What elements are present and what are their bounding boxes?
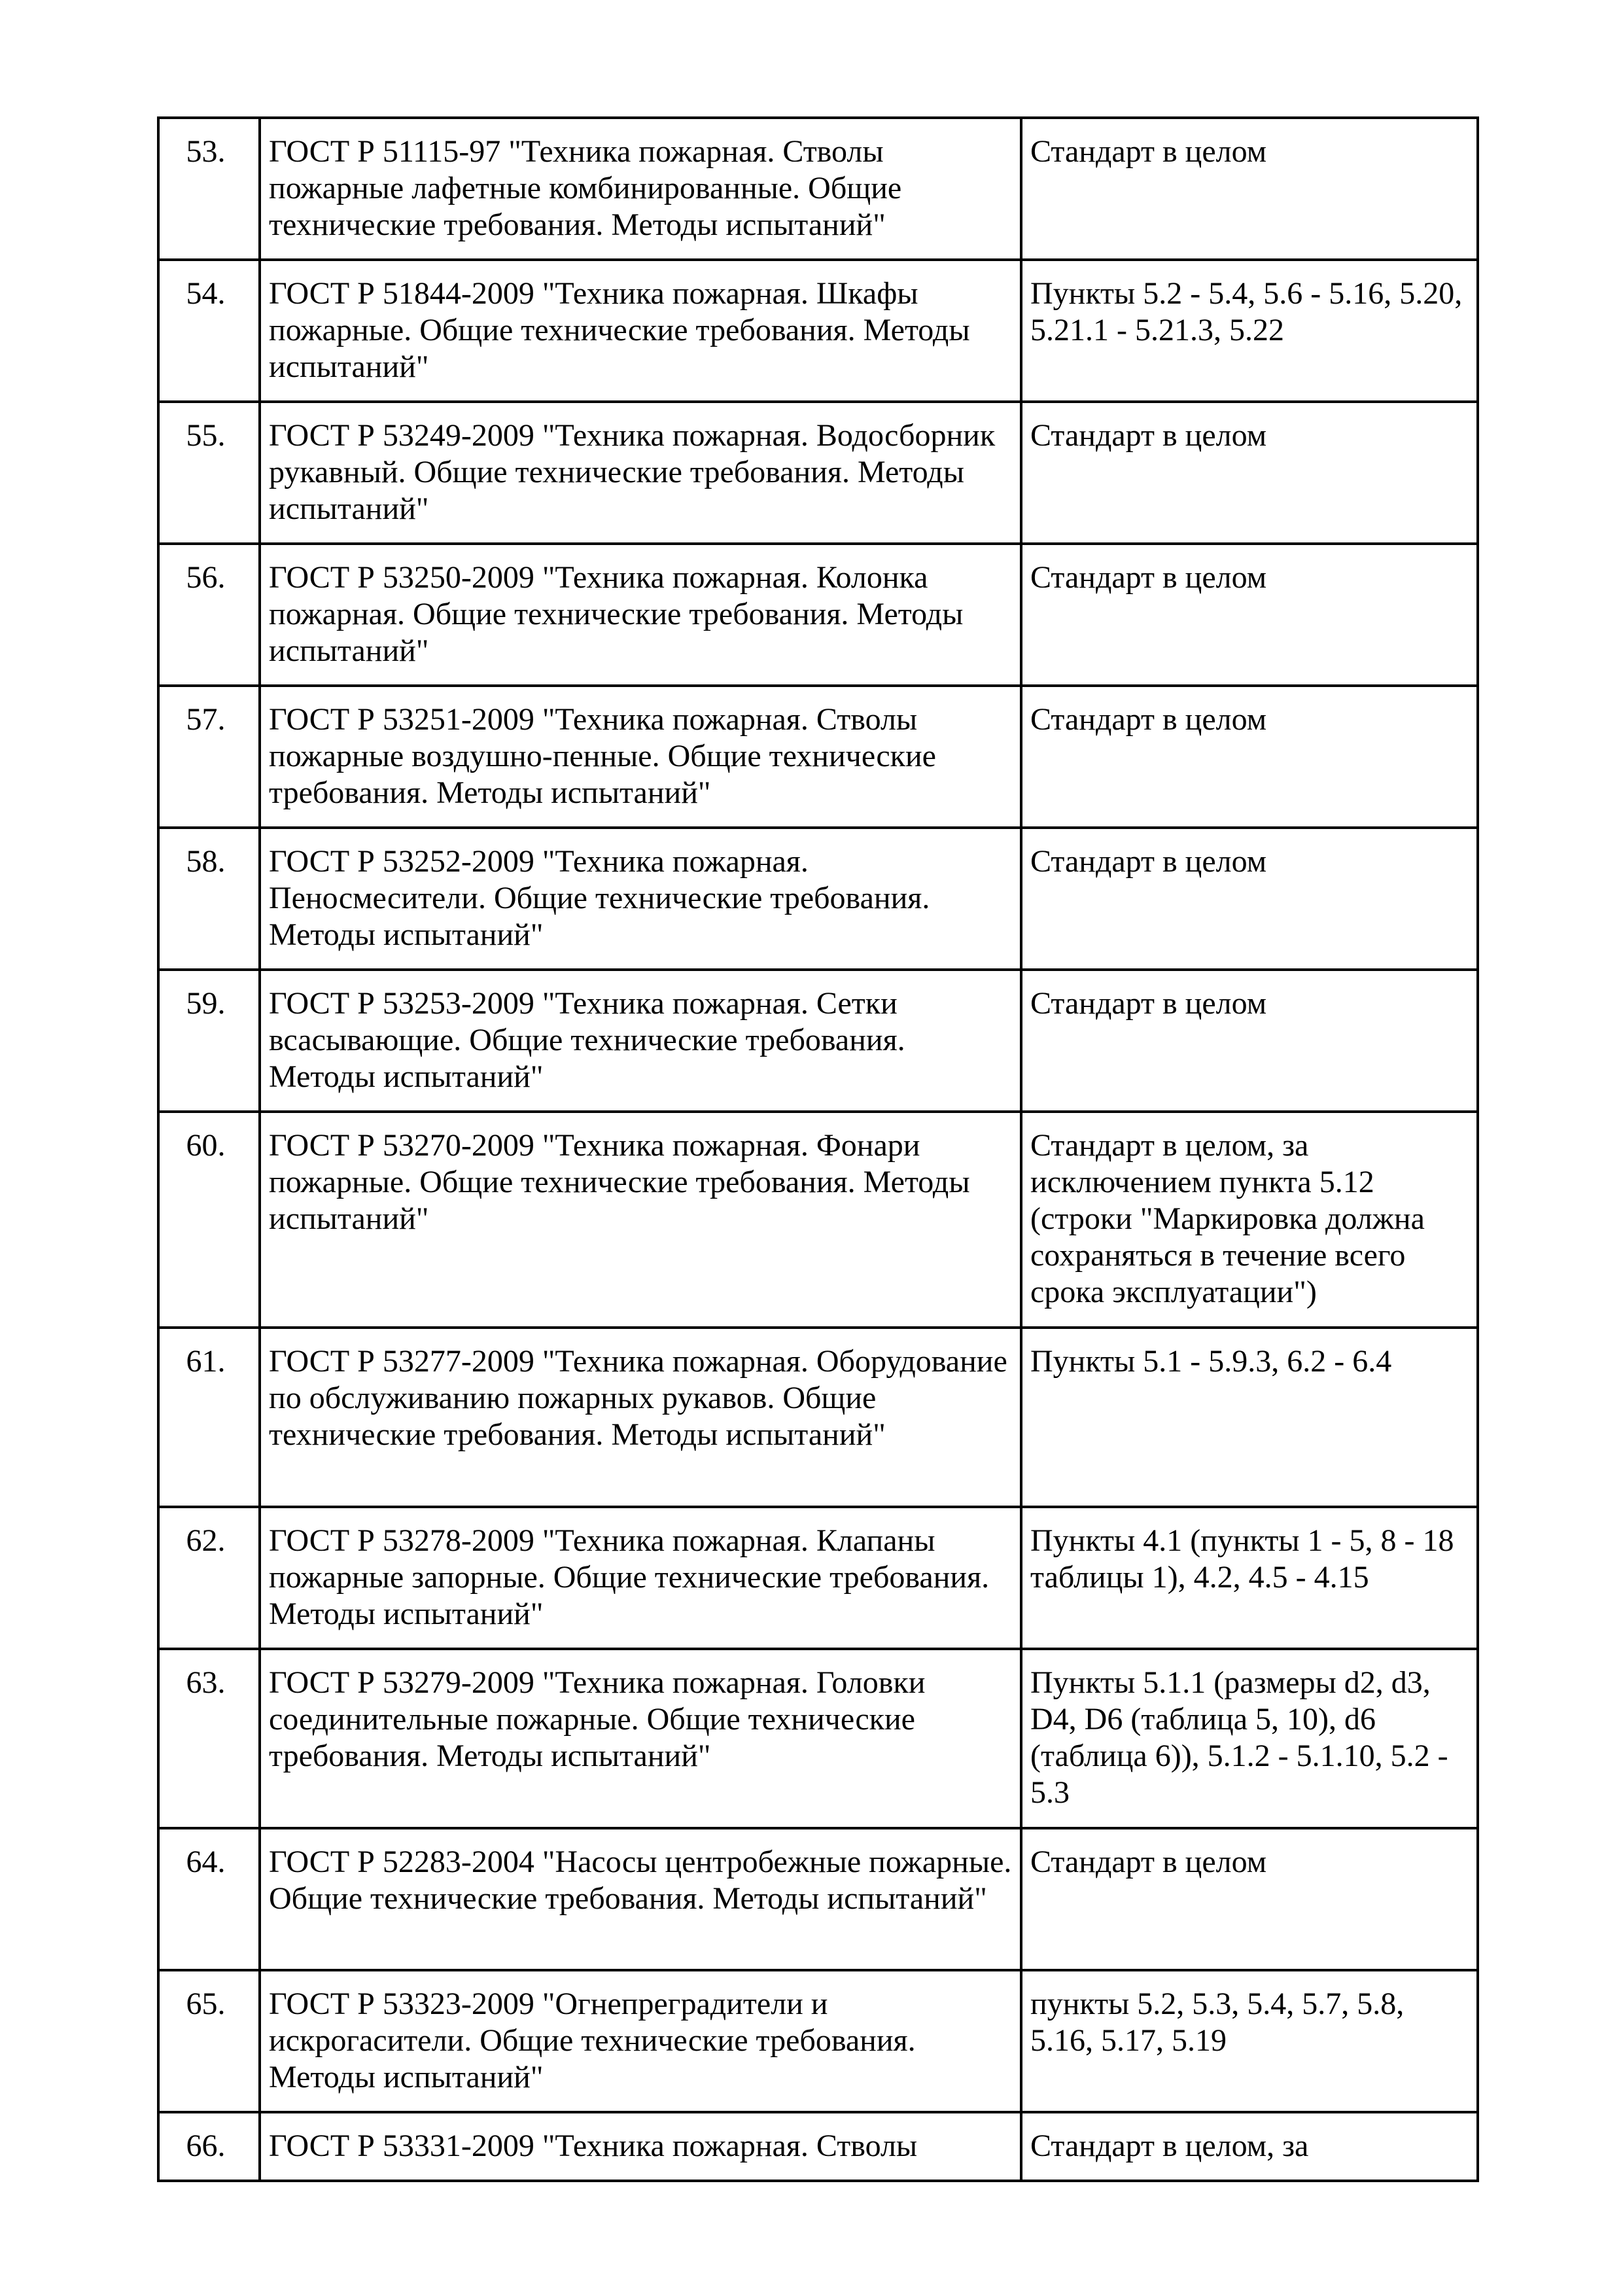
table-row — [158, 1328, 1478, 1507]
table-row — [158, 1112, 1478, 1328]
document-title: ГОСТ Р 51115-97 "Техника пожарная. Стволы пожарные лафетные комбинированные. Общие технические требования. Методы испытаний" — [260, 118, 1021, 260]
applicability-scope: Стандарт в целом, за — [1021, 2112, 1478, 2181]
document-title: ГОСТ Р 53331-2009 "Техника пожарная. Стволы — [260, 2112, 1021, 2181]
document-title: ГОСТ Р 51844-2009 "Техника пожарная. Шкафы пожарные. Общие технические требования. Методы испытаний" — [260, 260, 1021, 402]
table-row — [158, 1828, 1478, 1970]
row-number: 62. — [158, 1507, 260, 1649]
applicability-scope: Стандарт в целом — [1021, 970, 1478, 1112]
standards-table — [157, 116, 1479, 2182]
document-title: ГОСТ Р 53270-2009 "Техника пожарная. Фонари пожарные. Общие технические требования. Методы испытаний" — [260, 1112, 1021, 1328]
row-number: 65. — [158, 1970, 260, 2112]
document-title: ГОСТ Р 52283-2004 "Насосы центробежные пожарные. Общие технические требования. Методы испытаний" — [260, 1828, 1021, 1970]
document-title: ГОСТ Р 53323-2009 "Огнепреградители и искрогасители. Общие технические требования. Методы испытаний" — [260, 1970, 1021, 2112]
row-number: 54. — [158, 260, 260, 402]
applicability-scope: Пункты 5.2 - 5.4, 5.6 - 5.16, 5.20, 5.21.1 - 5.21.3, 5.22 — [1021, 260, 1478, 402]
applicability-scope: Стандарт в целом, за исключением пункта 5.12 (строки "Маркировка должна сохраняться в течение всего срока эксплуатации") — [1021, 1112, 1478, 1328]
row-number: 66. — [158, 2112, 260, 2181]
document-title: ГОСТ Р 53252-2009 "Техника пожарная. Пеносмесители. Общие технические требования. Методы испытаний" — [260, 828, 1021, 970]
row-number: 64. — [158, 1828, 260, 1970]
document-title: ГОСТ Р 53251-2009 "Техника пожарная. Стволы пожарные воздушно-пенные. Общие технические требования. Методы испытаний" — [260, 686, 1021, 828]
table-row — [158, 402, 1478, 544]
row-number: 57. — [158, 686, 260, 828]
applicability-scope: Стандарт в целом — [1021, 402, 1478, 544]
document-title: ГОСТ Р 53277-2009 "Техника пожарная. Оборудование по обслуживанию пожарных рукавов. Общие технические требования. Методы испытаний" — [260, 1328, 1021, 1507]
row-number: 61. — [158, 1328, 260, 1507]
table-row — [158, 2112, 1478, 2181]
applicability-scope: Стандарт в целом — [1021, 828, 1478, 970]
applicability-scope: пункты 5.2, 5.3, 5.4, 5.7, 5.8, 5.16, 5.17, 5.19 — [1021, 1970, 1478, 2112]
table-row — [158, 828, 1478, 970]
table-row — [158, 1970, 1478, 2112]
document-title: ГОСТ Р 53253-2009 "Техника пожарная. Сетки всасывающие. Общие технические требования. Методы испытаний" — [260, 970, 1021, 1112]
applicability-scope: Стандарт в целом — [1021, 544, 1478, 686]
applicability-scope: Стандарт в целом — [1021, 118, 1478, 260]
document-title: ГОСТ Р 53249-2009 "Техника пожарная. Водосборник рукавный. Общие технические требования. Методы испытаний" — [260, 402, 1021, 544]
table-row — [158, 686, 1478, 828]
table-row — [158, 118, 1478, 260]
document-title: ГОСТ Р 53279-2009 "Техника пожарная. Головки соединительные пожарные. Общие технические требования. Методы испытаний" — [260, 1649, 1021, 1828]
applicability-scope: Пункты 5.1 - 5.9.3, 6.2 - 6.4 — [1021, 1328, 1478, 1507]
row-number: 58. — [158, 828, 260, 970]
document-title: ГОСТ Р 53278-2009 "Техника пожарная. Клапаны пожарные запорные. Общие технические требования. Методы испытаний" — [260, 1507, 1021, 1649]
row-number: 59. — [158, 970, 260, 1112]
applicability-scope: Стандарт в целом — [1021, 1828, 1478, 1970]
row-number: 60. — [158, 1112, 260, 1328]
table-row — [158, 544, 1478, 686]
table-row — [158, 260, 1478, 402]
table-row — [158, 1507, 1478, 1649]
document-title: ГОСТ Р 53250-2009 "Техника пожарная. Колонка пожарная. Общие технические требования. Методы испытаний" — [260, 544, 1021, 686]
row-number: 63. — [158, 1649, 260, 1828]
row-number: 56. — [158, 544, 260, 686]
applicability-scope: Пункты 4.1 (пункты 1 - 5, 8 - 18 таблицы 1), 4.2, 4.5 - 4.15 — [1021, 1507, 1478, 1649]
row-number: 53. — [158, 118, 260, 260]
table-row — [158, 1649, 1478, 1828]
applicability-scope: Стандарт в целом — [1021, 686, 1478, 828]
table-row — [158, 970, 1478, 1112]
applicability-scope: Пункты 5.1.1 (размеры d2, d3, D4, D6 (таблица 5, 10), d6 (таблица 6)), 5.1.2 - 5.1.10, 5.2 - 5.3 — [1021, 1649, 1478, 1828]
row-number: 55. — [158, 402, 260, 544]
